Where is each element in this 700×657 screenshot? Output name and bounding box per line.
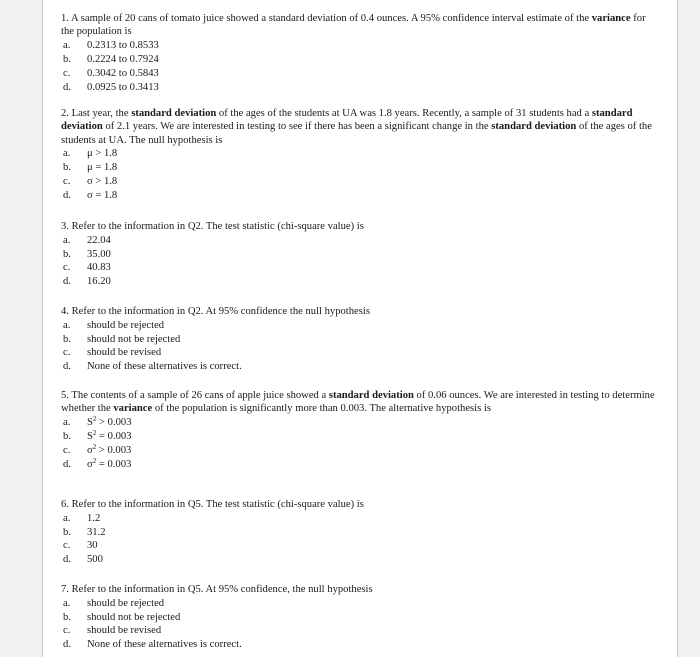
stem-text: of 0.06 ounces. We are interested in testing to determine whether the <box>61 390 655 415</box>
question-1 <box>61 12 661 94</box>
question-3 <box>61 220 661 289</box>
option-text: should not be rejected <box>87 611 181 623</box>
stem-text: Refer to the information in Q2. At 95% confidence the null hypothesis <box>71 306 370 317</box>
option-exponent: 2 <box>92 456 97 465</box>
answer-option[interactable] <box>61 360 661 374</box>
option-text: should be revised <box>87 347 162 359</box>
answer-option[interactable] <box>61 525 661 539</box>
answer-options <box>61 233 661 289</box>
option-letter: b. <box>63 53 71 65</box>
question-number: 6. <box>61 499 69 510</box>
option-exponent: 2 <box>92 428 97 437</box>
option-text: 500 <box>87 554 103 566</box>
stem-text: Refer to the information in Q5. At 95% confidence, the null hypothesis <box>71 584 373 595</box>
option-text: 35.00 <box>87 248 111 260</box>
option-text: 0.2313 to 0.8533 <box>87 40 159 52</box>
question-number: 4. <box>61 306 69 317</box>
answer-options <box>61 596 661 652</box>
answer-option[interactable] <box>61 624 661 638</box>
answer-options <box>61 511 661 567</box>
stem-text: of 2.1 years. We are interested in testing to see if there has been a significant change in the <box>102 121 492 133</box>
option-value: = 0.003 <box>96 430 132 442</box>
stem-text: Last year, the <box>71 108 132 119</box>
question-stem <box>61 583 661 596</box>
emphasis-text: standard deviation <box>491 121 577 133</box>
answer-option[interactable] <box>61 247 661 261</box>
option-letter: a. <box>63 512 71 524</box>
option-text: σ = 1.8 <box>87 190 118 202</box>
answer-option[interactable] <box>61 275 661 289</box>
option-symbol: S <box>87 417 93 429</box>
option-letter: a. <box>63 417 71 429</box>
answer-option[interactable] <box>61 53 661 67</box>
option-letter: b. <box>63 333 71 345</box>
option-letter: c. <box>63 67 71 79</box>
emphasis-text: standard deviation <box>328 390 414 401</box>
question-stem <box>61 498 661 511</box>
question-number: 2. <box>61 108 69 119</box>
answer-option[interactable] <box>61 638 661 652</box>
option-text: 40.83 <box>87 262 111 274</box>
emphasis-text: standard deviation <box>61 108 633 133</box>
answer-option[interactable] <box>61 80 661 94</box>
option-letter: d. <box>63 190 71 202</box>
answer-options <box>61 318 661 374</box>
answer-options <box>61 416 661 472</box>
option-text: should not be rejected <box>87 333 181 345</box>
answer-option[interactable] <box>61 457 661 471</box>
option-letter: c. <box>63 347 71 359</box>
option-letter: d. <box>63 458 71 470</box>
option-text: 30 <box>87 540 98 552</box>
option-letter: d. <box>63 361 71 373</box>
answer-option[interactable] <box>61 161 661 175</box>
question-number: 3. <box>61 221 69 232</box>
answer-options <box>61 39 661 95</box>
option-letter: b. <box>63 611 71 623</box>
option-letter: b. <box>63 248 71 260</box>
option-text: 0.3042 to 0.5843 <box>87 67 159 79</box>
emphasis-text: variance <box>113 403 153 415</box>
option-letter: b. <box>63 162 71 174</box>
question-number: 5. <box>61 390 69 401</box>
question-5 <box>61 389 661 471</box>
option-letter: d. <box>63 81 71 93</box>
stem-text: for the population is <box>61 13 646 38</box>
answer-option[interactable] <box>61 553 661 567</box>
option-text: 0.0925 to 0.3413 <box>87 81 159 93</box>
option-letter: c. <box>63 625 71 637</box>
stem-text: of the population is significantly more than 0.003. The alternative hypothesis is <box>152 403 491 415</box>
option-text: should be revised <box>87 625 162 637</box>
option-text: 16.20 <box>87 276 111 288</box>
answer-option[interactable] <box>61 261 661 275</box>
stem-text: of the ages of the students at UA. The null hypothesis is <box>61 121 652 146</box>
quiz-page <box>42 0 678 657</box>
answer-option[interactable] <box>61 596 661 610</box>
answer-option[interactable] <box>61 444 661 458</box>
answer-option[interactable] <box>61 511 661 525</box>
question-stem <box>61 220 661 233</box>
emphasis-text: standard deviation <box>131 108 217 119</box>
option-symbol: σ <box>87 444 93 456</box>
stem-text: Refer to the information in Q5. The test statistic (chi-square value) is <box>71 499 364 510</box>
option-letter: a. <box>63 234 71 246</box>
answer-option[interactable] <box>61 147 661 161</box>
option-symbol: S <box>87 430 93 442</box>
question-stem <box>61 389 661 416</box>
answer-option[interactable] <box>61 346 661 360</box>
answer-option[interactable] <box>61 39 661 53</box>
option-value: > 0.003 <box>96 444 132 456</box>
option-letter: a. <box>63 319 71 331</box>
answer-option[interactable] <box>61 416 661 430</box>
option-text: μ > 1.8 <box>87 148 118 160</box>
option-text: should be rejected <box>87 319 165 331</box>
option-text: should be rejected <box>87 597 165 609</box>
option-letter: a. <box>63 148 71 160</box>
stem-text: of the ages of the students at UA was 1.8 years. Recently, a sample of 31 students had a <box>216 108 592 119</box>
answer-option[interactable] <box>61 430 661 444</box>
answer-option[interactable] <box>61 332 661 346</box>
option-text <box>87 458 131 471</box>
option-letter: c. <box>63 540 71 552</box>
question-stem <box>61 107 661 147</box>
answer-option[interactable] <box>61 67 661 81</box>
emphasis-text: variance <box>591 13 631 24</box>
option-letter: c. <box>63 262 71 274</box>
option-letter: c. <box>63 176 71 188</box>
option-text: 31.2 <box>87 526 106 538</box>
option-letter: b. <box>63 430 71 442</box>
stem-text: Refer to the information in Q2. The test statistic (chi-square value) is <box>71 221 364 232</box>
option-text: None of these alternatives is correct. <box>87 639 242 651</box>
stem-text: The contents of a sample of 26 cans of apple juice showed a <box>71 390 329 401</box>
option-text: σ > 1.8 <box>87 176 118 188</box>
option-letter: c. <box>63 444 71 456</box>
answer-option[interactable] <box>61 318 661 332</box>
question-number: 7. <box>61 584 69 595</box>
option-text: μ = 1.8 <box>87 162 118 174</box>
question-stem <box>61 305 661 318</box>
option-letter: d. <box>63 639 71 651</box>
question-6 <box>61 498 661 567</box>
option-symbol: σ <box>87 458 93 470</box>
question-4 <box>61 305 661 374</box>
option-exponent: 2 <box>92 415 97 424</box>
answer-option[interactable] <box>61 233 661 247</box>
option-text: 1.2 <box>87 512 101 524</box>
answer-option[interactable] <box>61 610 661 624</box>
answer-option[interactable] <box>61 175 661 189</box>
question-stem <box>61 12 661 39</box>
question-7 <box>61 583 661 652</box>
stem-text: A sample of 20 cans of tomato juice showed a standard deviation of 0.4 ounces. A 95% confidence interval estimate of the <box>71 13 592 24</box>
option-letter: a. <box>63 597 71 609</box>
option-text: None of these alternatives is correct. <box>87 361 242 373</box>
option-text <box>87 416 132 429</box>
answer-option[interactable] <box>61 539 661 553</box>
question-number: 1. <box>61 13 69 24</box>
option-letter: a. <box>63 40 71 52</box>
option-value: > 0.003 <box>96 417 132 429</box>
option-text <box>87 430 132 443</box>
option-text: 22.04 <box>87 234 111 246</box>
option-value: = 0.003 <box>96 458 132 470</box>
option-letter: b. <box>63 526 71 538</box>
option-text: 0.2224 to 0.7924 <box>87 53 159 65</box>
option-letter: d. <box>63 554 71 566</box>
option-letter: d. <box>63 276 71 288</box>
answer-options <box>61 147 661 203</box>
option-exponent: 2 <box>92 442 97 451</box>
option-text <box>87 444 131 457</box>
question-2 <box>61 107 661 203</box>
answer-option[interactable] <box>61 189 661 203</box>
